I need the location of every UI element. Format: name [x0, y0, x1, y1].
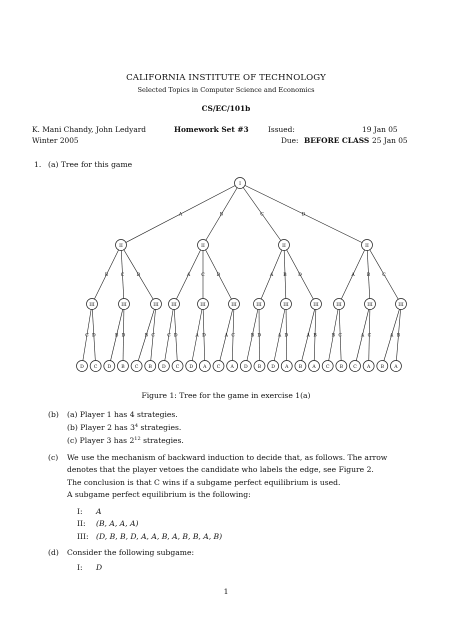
tree-leaf-10-label: C [216, 365, 221, 370]
part-b-label: (b) [48, 410, 59, 419]
problem-number: 1. [34, 160, 42, 169]
equilibrium-player-1: I: [77, 507, 83, 516]
institution-title: CALIFORNIA INSTITUTE OF TECHNOLOGY [126, 73, 326, 83]
edge-label-3-18: B [331, 333, 336, 339]
instructors: K. Mani Chandy, John Ledyard [32, 125, 147, 134]
edge-label-2-3: A [186, 273, 191, 278]
part-d-strategy: D [96, 563, 103, 572]
tree-leaf-18-label: C [325, 365, 330, 370]
edge-label-3-10: A [224, 333, 228, 339]
edge-label-3-0: C [85, 333, 89, 339]
edge-label-1-1: B [219, 212, 224, 218]
tree-node-player2-2-label: II [282, 244, 286, 249]
tree-node-player3-4-label: III [200, 303, 206, 308]
edge-label-3-17: B [313, 333, 317, 339]
part-d-text: Consider the following subgame: [67, 548, 195, 557]
edge-label-3-23: B [396, 333, 401, 339]
tree-leaf-17-label: A [312, 365, 316, 370]
term: Winter 2005 [32, 136, 79, 145]
tree-leaf-23-label: A [394, 365, 398, 370]
equilibrium-strategy-3: (D, B, B, D, A, A, B, A, B, B, A, B) [96, 532, 223, 541]
tree-leaf-3-label: B [121, 365, 125, 370]
tree-leaf-19-label: B [339, 365, 344, 370]
tree-leaf-13-label: B [257, 365, 262, 370]
tree-leaf-22-label: B [380, 365, 384, 370]
tree-node-player3-2-label: III [153, 303, 159, 308]
course-code: CS/EC/101b [201, 104, 251, 113]
part-a-heading: (a) Tree for this game [48, 160, 133, 169]
course-subtitle: Selected Topics in Computer Science and Economics [137, 86, 315, 94]
edge-label-1-2: C [260, 212, 264, 218]
edge-label-2-11: C [382, 273, 386, 278]
homework-title: Homework Set #3 [174, 125, 249, 134]
tree-leaf-16-label: B [298, 365, 303, 370]
edge-label-3-1: D [91, 333, 96, 339]
edge-label-3-21: C [367, 333, 372, 339]
tree-leaf-7-label: C [175, 365, 180, 370]
part-d-player: I: [77, 563, 83, 572]
edge-label-3-2: B [114, 333, 119, 339]
tree-leaf-9-label: A [203, 365, 207, 370]
edge-label-3-11: C [231, 333, 235, 339]
part-c-line-3: The conclusion is that C wins if a subgame perfect equilibrium is used. [67, 478, 341, 487]
issued-label: Issued: [268, 125, 295, 134]
tree-leaf-4-label: C [134, 365, 139, 370]
tree-node-player3-10-label: III [367, 303, 373, 308]
edge-label-3-4: B [144, 333, 148, 339]
tree-leaf-12-label: D [243, 365, 248, 370]
edge-label-2-6: A [269, 273, 274, 278]
edge-label-1-3: D [301, 212, 306, 218]
due-label: Due: [281, 136, 299, 145]
tree-node-player3-8-label: III [313, 303, 319, 308]
page-number: 1 [223, 587, 229, 596]
tree-node-player2-1-label: II [201, 244, 205, 249]
tree-leaf-20-label: C [353, 365, 357, 370]
tree-node-player3-0-label: III [89, 303, 95, 308]
tree-leaf-2-label: D [107, 365, 112, 370]
edge-label-2-4: C [201, 273, 205, 278]
tree-node-player3-9-label: III [336, 303, 342, 308]
part-c-line-4: A subgame perfect equilibrium is the following: [67, 490, 251, 499]
edge-label-2-5: D [216, 273, 221, 278]
part-c-label: (c) [48, 453, 59, 462]
edge-label-2-7: B [283, 273, 287, 278]
edge-label-3-9: D [202, 333, 206, 339]
tree-node-player3-3-label: III [171, 303, 177, 308]
edge-label-2-1: C [120, 273, 125, 278]
edge-label-3-6: C [167, 333, 171, 339]
tree-node-player3-7-label: III [283, 303, 289, 308]
equilibrium-strategy-1: A [96, 507, 102, 516]
part-c-line-1: We use the mechanism of backward induction to decide that, as follows. The arrow [67, 453, 388, 462]
tree-leaf-21-label: A [366, 365, 371, 370]
tree-leaf-11-label: A [230, 365, 234, 370]
equilibrium-player-2: II: [77, 519, 86, 528]
edge-label-3-8: A [195, 333, 199, 339]
part-b-item-2: (b) Player 2 has $3^4$ strategies. [67, 423, 182, 432]
tree-node-player3-1-label: III [121, 303, 127, 308]
tree-leaf-0-label: D [80, 365, 84, 370]
tree-leaf-8-label: D [189, 365, 194, 370]
equilibrium-strategy-2: (B, A, A, A) [96, 519, 139, 528]
edge-label-2-9: A [351, 273, 355, 278]
due-date: 25 Jan 05 [372, 136, 408, 145]
edge-label-2-8: D [298, 273, 302, 278]
edge-label-3-16: A [306, 333, 310, 339]
part-b-item-1: (a) Player 1 has 4 strategies. [67, 410, 178, 419]
part-d-label: (d) [48, 548, 59, 557]
edge-label-3-19: C [338, 333, 342, 339]
equilibrium-player-3: III: [77, 532, 89, 541]
tree-leaf-15-label: A [285, 365, 289, 370]
edge-label-2-2: D [136, 273, 141, 278]
part-c-line-2: denotes that the player vetoes the candidate who labels the edge, see Figure 2. [67, 465, 374, 474]
tree-leaf-14-label: D [271, 365, 275, 370]
due-emphasis: BEFORE CLASS [304, 136, 370, 145]
edge-label-3-5: C [151, 333, 155, 339]
edge-label-3-13: D [257, 333, 262, 339]
tree-node-player2-3-label: II [365, 244, 369, 249]
edge-label-3-15: D [284, 333, 289, 339]
edge-label-3-14: A [277, 333, 282, 339]
tree-leaf-6-label: D [162, 365, 166, 370]
edge-label-3-7: D [173, 333, 178, 339]
edge-label-3-3: D [121, 333, 126, 339]
edge-label-2-0: B [104, 273, 109, 278]
part-b-item-3: (c) Player 3 has $2^{12}$ strategies. [67, 436, 184, 445]
edge-label-2-10: B [366, 273, 371, 278]
issued-date: 19 Jan 05 [362, 125, 398, 134]
tree-node-player3-11-label: III [398, 303, 404, 308]
tree-leaf-5-label: B [148, 365, 152, 370]
edge-label-3-22: A [389, 333, 394, 339]
edge-label-3-12: B [250, 333, 255, 339]
tree-node-player3-6-label: III [256, 303, 262, 308]
tree-node-player2-0-label: II [119, 244, 123, 249]
edge-label-3-20: A [360, 333, 365, 339]
figure-caption: Figure 1: Tree for the game in exercise 1(a) [141, 391, 311, 400]
tree-root-node-label: I [239, 182, 241, 187]
tree-node-player3-5-label: III [231, 303, 237, 308]
tree-leaf-1-label: C [93, 365, 98, 370]
edge-label-1-0: A [178, 212, 183, 218]
